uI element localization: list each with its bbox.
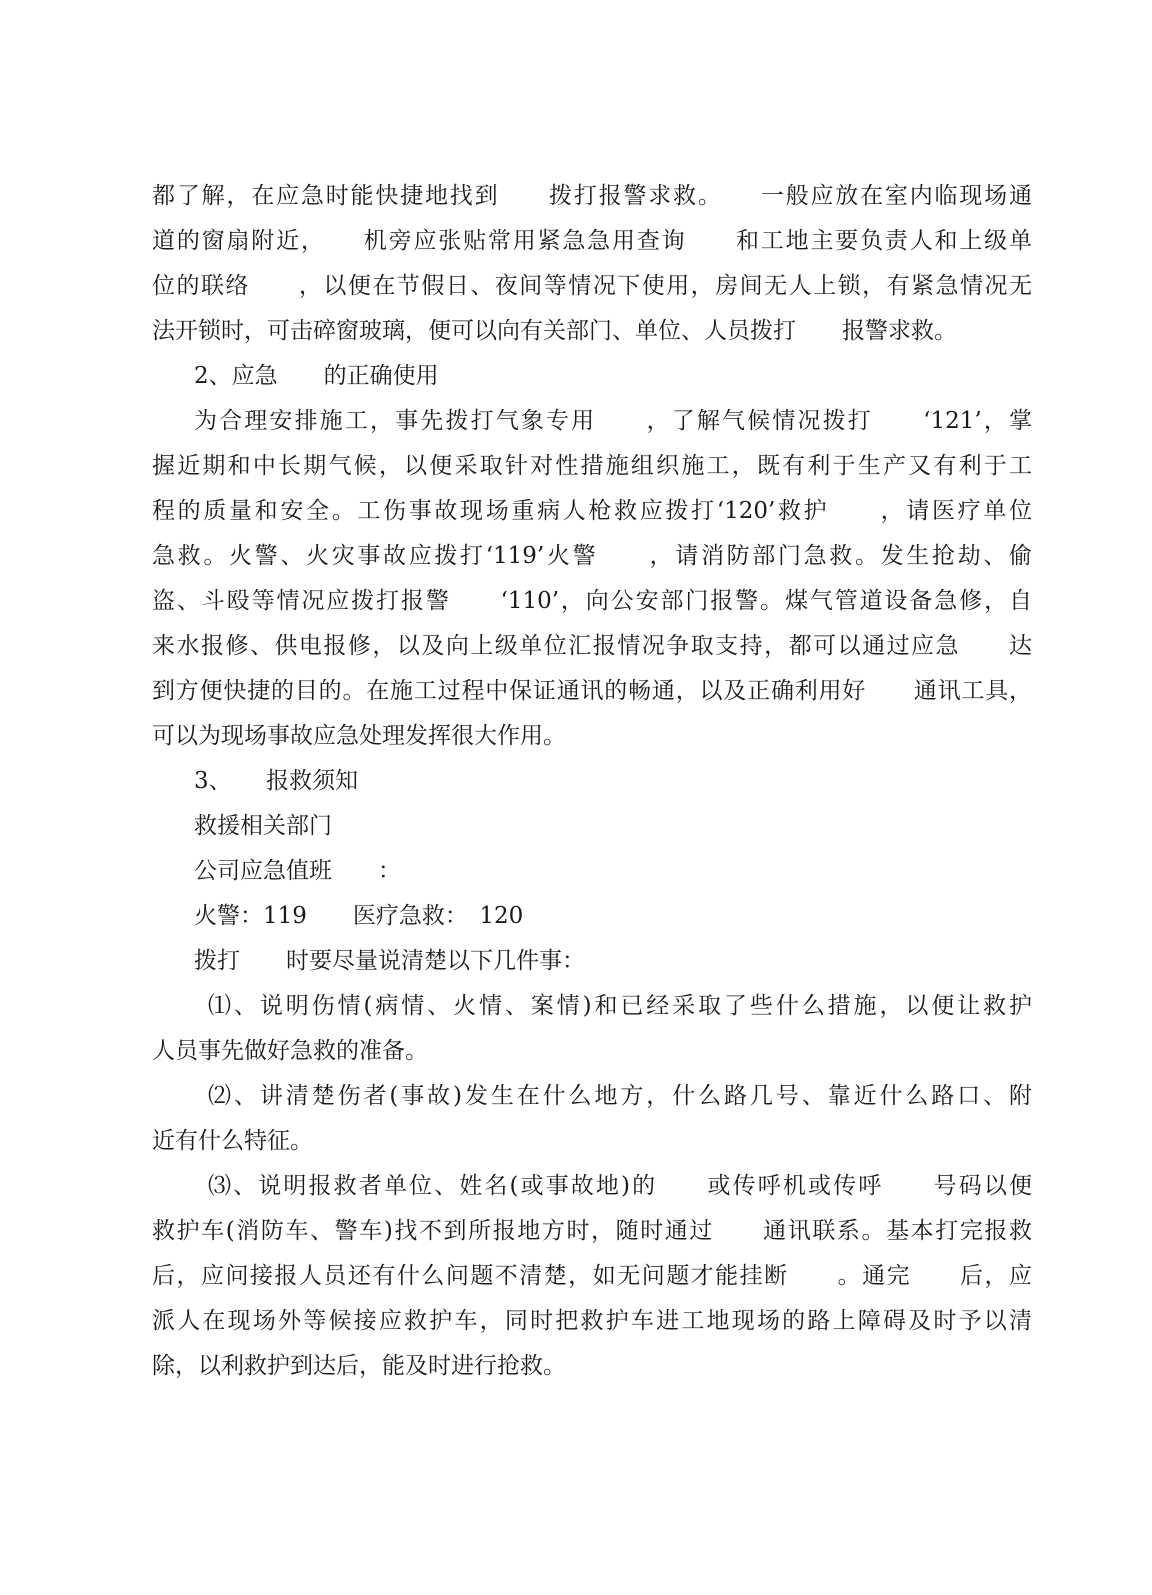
paragraph-line: 火警：119 医疗急救： 120 (194, 903, 524, 929)
paragraph-line: 程的质量和安全。工伤事故现场重病人枪救应拨打‘120’救护 ，请医疗单位 (152, 498, 1032, 524)
paragraph-line: 拨打 时要尽量说清楚以下几件事： (194, 948, 585, 974)
paragraph-line: 都了解，在应急时能快捷地找到 拨打报警求救。 一般应放在室内临现场通 (152, 183, 1032, 209)
paragraph-line: 可以为现场事故应急处理发挥很大作用。 (152, 723, 566, 749)
paragraph-line: 急救。火警、火灾事故应拨打‘119’火警 ，请消防部门急救。发生抢劫、偷 (152, 543, 1032, 569)
list-item: ⑶、说明报救者单位、姓名(或事故地)的 或传呼机或传呼 号码以便 (208, 1173, 1032, 1199)
paragraph-line: 来水报修、供电报修，以及向上级单位汇报情况争取支持，都可以通过应急 达 (152, 633, 1032, 659)
paragraph-line: 后，应问接报人员还有什么问题不清楚，如无问题才能挂断 。通完 后，应 (152, 1263, 1032, 1289)
paragraph-line: 人员事先做好急救的准备。 (152, 1038, 428, 1064)
paragraph-line: 道的窗扇附近， 机旁应张贴常用紧急急用查询 和工地主要负责人和上级单 (152, 228, 1032, 254)
paragraph-line: 近有什么特征。 (152, 1128, 313, 1154)
paragraph-line: 到方便快捷的目的。在施工过程中保证通讯的畅通，以及正确利用好 通讯工具， (152, 678, 1032, 704)
section-heading: 3、 报救须知 (194, 768, 359, 794)
paragraph-line: 握近期和中长期气候，以便采取针对性措施组织施工，既有利于生产又有利于工 (152, 453, 1032, 479)
paragraph-line: 救护车(消防车、警车)找不到所报地方时，随时通过 通讯联系。基本打完报救 (152, 1218, 1032, 1244)
paragraph-line: 救援相关部门 (194, 813, 332, 839)
section-heading: 2、应急 的正确使用 (194, 363, 439, 389)
list-item: ⑴、说明伤情(病情、火情、案情)和已经采取了些什么措施，以便让救护 (208, 993, 1032, 1019)
paragraph-line: 盗、斗殴等情况应拨打报警 ‘110’，向公安部门报警。煤气管道设备急修，自 (152, 588, 1032, 614)
paragraph-line: 法开锁时，可击碎窗玻璃，便可以向有关部门、单位、人员拨打 报警求救。 (152, 318, 957, 344)
paragraph-line: 公司应急值班 ： (194, 858, 401, 884)
list-item: ⑵、讲清楚伤者(事故)发生在什么地方，什么路几号、靠近什么路口、附 (208, 1083, 1032, 1109)
paragraph-line: 为合理安排施工，事先拨打气象专用 ，了解气候情况拨打 ‘121’，掌 (194, 408, 1032, 434)
paragraph-line: 派人在现场外等候接应救护车，同时把救护车进工地现场的路上障碍及时予以清 (152, 1308, 1032, 1334)
paragraph-line: 除，以利救护到达后，能及时进行抢救。 (152, 1353, 566, 1379)
paragraph-line: 位的联络 ，以便在节假日、夜间等情况下使用，房间无人上锁，有紧急情况无 (152, 273, 1032, 299)
